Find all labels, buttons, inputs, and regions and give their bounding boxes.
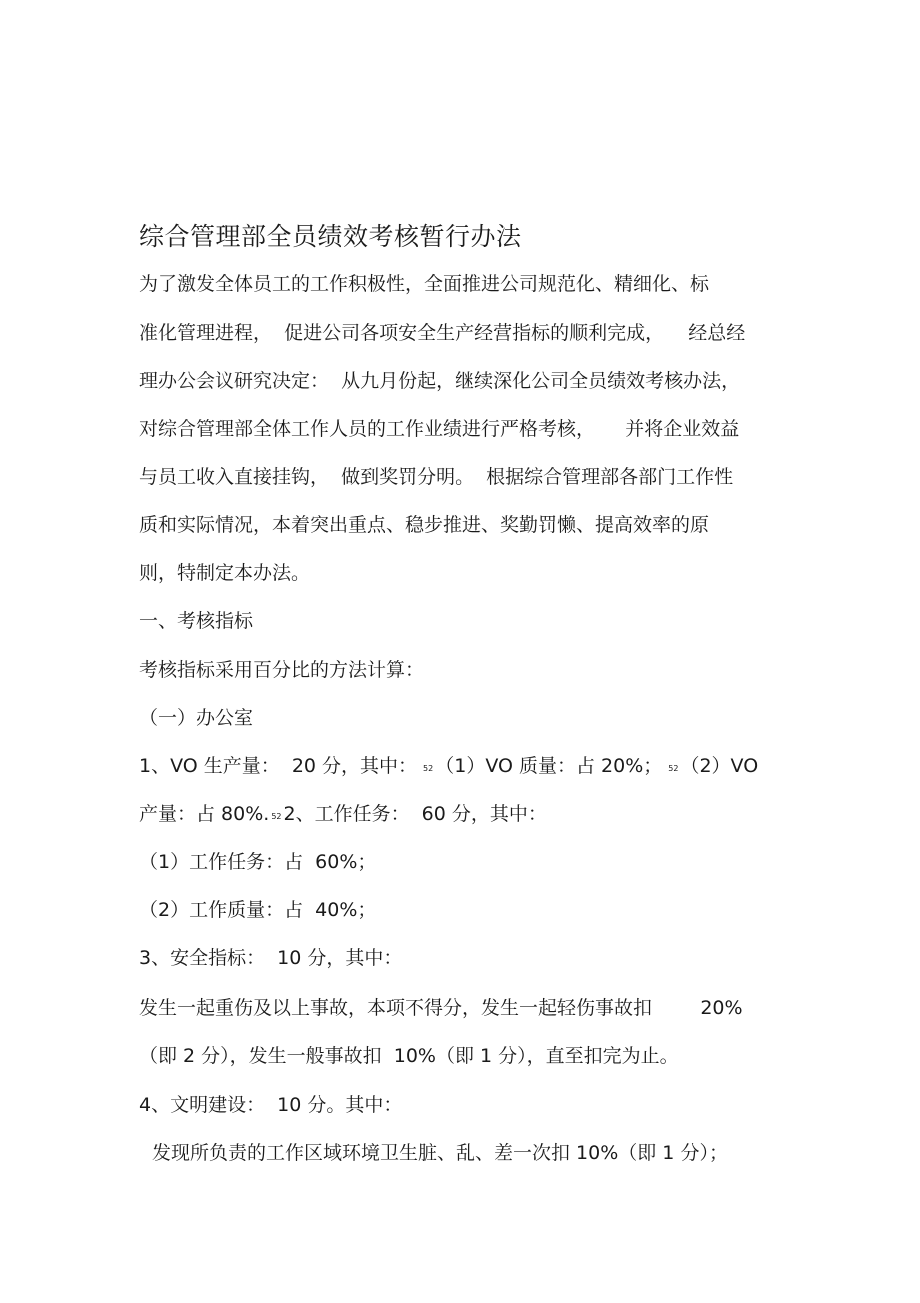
document-title: 综合管理部全员绩效考核暂行办法 <box>139 222 522 251</box>
item-3-line-1: 发生一起重伤及以上事故，本项不得分，发生一起轻伤事故扣 20% <box>139 997 743 1019</box>
intro-line-4: 对综合管理部全体工作人员的工作业绩进行严格考核， 并将企业效益 <box>139 418 740 440</box>
item-3-heading: 3、安全指标： 10 分，其中： <box>139 947 403 969</box>
item-1-part-c: （2）VO <box>680 755 759 777</box>
item-2-line-2: （2）工作质量：占 40%； <box>139 899 377 921</box>
item-3-line-2: （即 2 分），发生一般事故扣 10%（即 1 分），直至扣完为止。 <box>139 1045 679 1067</box>
item-1-cont-a: 产量：占 80%. <box>139 803 270 825</box>
item-1-continuation <box>139 799 547 833</box>
subsection-office: （一）办公室 <box>139 707 254 729</box>
method-line: 考核指标采用百分比的方法计算： <box>139 659 425 681</box>
intro-line-2: 准化管理进程， 促进公司各项安全生产经营指标的顺利完成， 经总经 <box>139 322 746 344</box>
intro-line-3: 理办公会议研究决定： 从九月份起，继续深化公司全员绩效考核办法， <box>139 370 741 392</box>
intro-line-7: 则，特制定本办法。 <box>139 562 311 584</box>
item-1-subscript-2: 52 <box>668 764 679 773</box>
item-2-line-1: （1）工作任务：占 60%； <box>139 851 377 873</box>
item-1-line <box>139 751 758 785</box>
item-1-part-b: （1）VO 质量：占 20%； <box>435 755 663 777</box>
item-4-line-1: 发现所负责的工作区域环境卫生脏、乱、差一次扣 10%（即 1 分）； <box>152 1142 728 1164</box>
section-heading-indicators: 一、考核指标 <box>139 610 254 632</box>
intro-line-6: 质和实际情况，本着突出重点、稳步推进、奖勤罚懒、提高效率的原 <box>139 514 710 536</box>
intro-line-5: 与员工收入直接挂钩， 做到奖罚分明。 根据综合管理部各部门工作性 <box>139 466 734 488</box>
item-4-heading: 4、文明建设： 10 分。其中： <box>139 1094 403 1116</box>
item-1-cont-b: 2、工作任务： 60 分，其中： <box>283 803 547 825</box>
intro-line-1: 为了激发全体员工的工作积极性，全面推进公司规范化、精细化、标 <box>139 273 710 295</box>
item-1-subscript-1: 52 <box>423 764 434 773</box>
item-1-subscript-3: 52 <box>271 812 282 821</box>
item-1-part-a: 1、VO 生产量： 20 分，其中： <box>139 755 418 777</box>
